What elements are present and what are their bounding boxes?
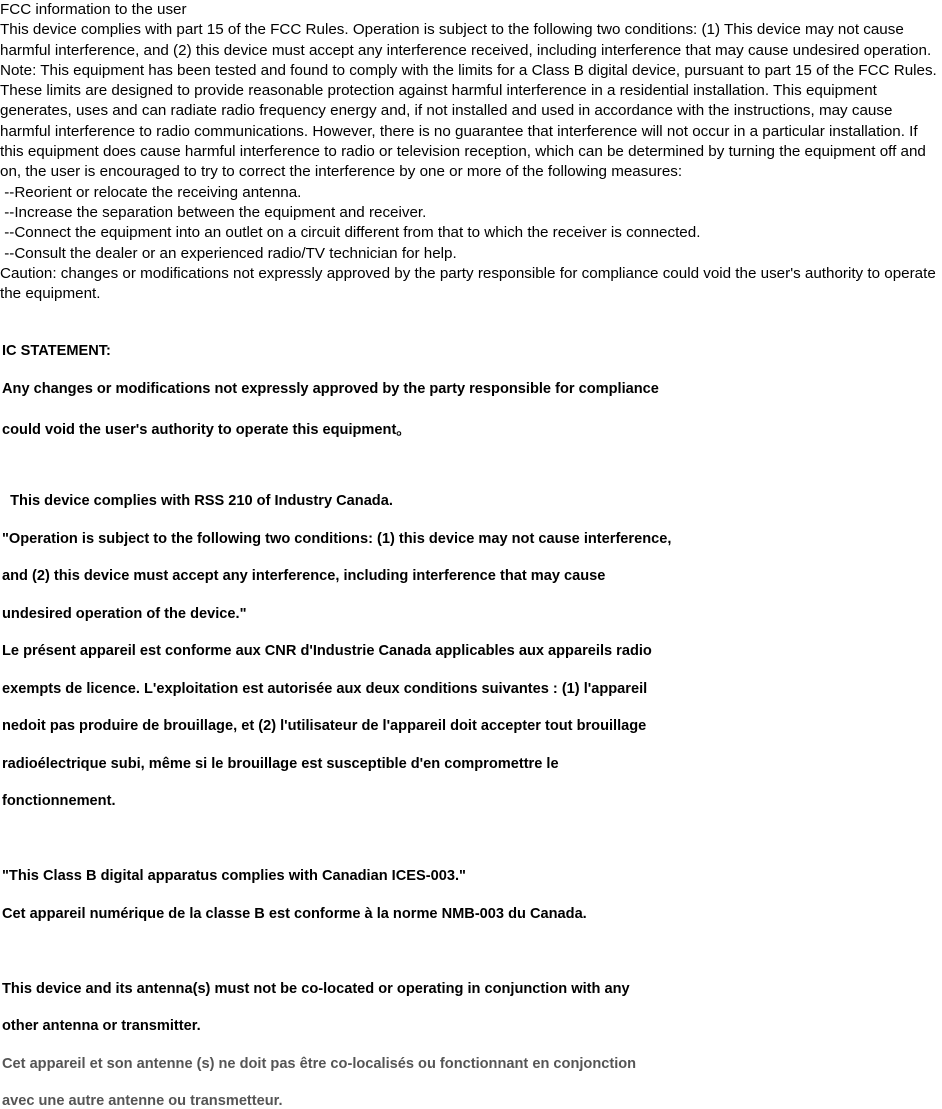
ic-line: Cet appareil numérique de la classe B est conforme à la norme NMB-003 du Canada. xyxy=(2,906,587,922)
ic-line: This device and its antenna(s) must not be co-located or operating in conjunction with any xyxy=(2,981,630,997)
ic-line: other antenna or transmitter. xyxy=(2,1018,201,1034)
ic-line: nedoit pas produire de brouillage, et (2) l'utilisateur de l'appareil doit accepter tout brouillage xyxy=(2,718,647,734)
ic-line: exempts de licence. L'exploitation est autorisée aux deux conditions suivantes : (1) l'appareil xyxy=(2,681,648,697)
fcc-paragraph: This device complies with part 15 of the FCC Rules. Operation is subject to the following two conditions: (1) This device may not cause harmful interference, and (2) this device must accept any interference received, including interference that may cause undesired operation. xyxy=(0,21,932,59)
ic-line: "Operation is subject to the following two conditions: (1) this device may not cause interference, xyxy=(2,531,672,547)
fcc-measure: --Consult the dealer or an experienced radio/TV technician for help. xyxy=(0,244,457,262)
ic-line: could void the user's authority to operate this equipment。 xyxy=(2,422,411,438)
ic-line: "This Class B digital apparatus complies with Canadian ICES-003." xyxy=(2,868,466,884)
fcc-measure: --Increase the separation between the equipment and receiver. xyxy=(0,203,427,221)
ic-line: avec une autre antenne ou transmetteur. xyxy=(2,1093,283,1109)
ic-line: Any changes or modifications not expressly approved by the party responsible for compliance xyxy=(2,381,659,397)
fcc-measure: --Connect the equipment into an outlet on a circuit different from that to which the receiver is connected. xyxy=(0,224,701,242)
fcc-measure: --Reorient or relocate the receiving antenna. xyxy=(0,183,302,201)
ic-line: Cet appareil et son antenne (s) ne doit pas être co-localisés ou fonctionnant en conjonction xyxy=(2,1056,637,1072)
fcc-heading: FCC information to the user xyxy=(0,1,187,18)
ic-line: undesired operation of the device." xyxy=(2,606,247,622)
fcc-section xyxy=(0,0,942,304)
ic-line: and (2) this device must accept any interference, including interference that may cause xyxy=(2,568,606,584)
ic-line: fonctionnement. xyxy=(2,793,116,809)
ic-line: radioélectrique subi, même si le brouillage est susceptible d'en compromettre le xyxy=(2,756,559,772)
ic-line: Le présent appareil est conforme aux CNR d'Industrie Canada applicables aux appareils radio xyxy=(2,643,652,659)
ic-line: This device complies with RSS 210 of Industry Canada. xyxy=(2,493,393,509)
ic-heading: IC STATEMENT: xyxy=(2,343,111,359)
fcc-caution: Caution: changes or modifications not expressly approved by the party responsible for compliance could void the user's authority to operate the equipment. xyxy=(0,264,941,303)
fcc-note: Note: This equipment has been tested and found to comply with the limits for a Class B digital device, pursuant to part 15 of the FCC Rules. These limits are designed to provide reasonable protection against harmful interference in a residential installation. This equipment generates, uses and can radiate radio frequency energy and, if not installed and used in accordance with the instructions, may cause harmful interference to radio communications. However, there is no guarantee that interference will not occur in a particular installation. If this equipment does cause harmful interference to radio or television reception, which can be determined by turning the equipment off and on, the user is encouraged to try to correct the interference by one or more of the following measures: xyxy=(0,61,941,181)
